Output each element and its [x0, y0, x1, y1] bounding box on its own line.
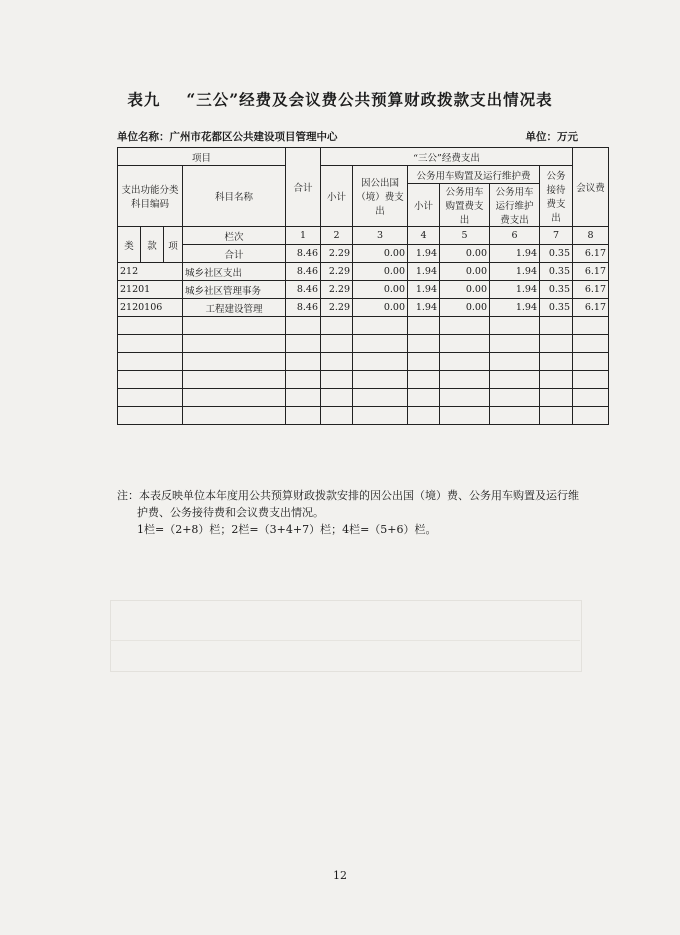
footnote — [117, 487, 597, 538]
col-num: 1 — [286, 227, 321, 245]
header-meeting: 会议费 — [573, 148, 609, 227]
header-car-subtotal: 小计 — [408, 184, 440, 227]
cell-value: 0.00 — [440, 263, 490, 281]
cell-value: 0.00 — [353, 299, 408, 317]
table-number: 表九 — [127, 90, 161, 109]
cell-value: 8.46 — [286, 245, 321, 263]
header-total: 合计 — [286, 148, 321, 227]
cell-value: 6.17 — [573, 245, 609, 263]
cell-value: 2.29 — [321, 245, 353, 263]
header-sangong: “三公”经费支出 — [321, 148, 573, 166]
header-abroad: 因公出国（境）费支出 — [353, 166, 408, 227]
footnote-line: 注：本表反映单位本年度用公共预算财政拨款安排的因公出国（境）费、公务用车购置及运行维 — [117, 489, 579, 502]
col-num: 7 — [540, 227, 573, 245]
header-car-group: 公务用车购置及运行维护费 — [408, 166, 540, 184]
header-reception: 公务接待费支出 — [540, 166, 573, 227]
row-name: 合计 — [183, 245, 286, 263]
cell-value: 0.35 — [540, 281, 573, 299]
row-name: 工程建设管理 — [183, 299, 286, 317]
col-num: 3 — [353, 227, 408, 245]
cell-value: 0.00 — [353, 263, 408, 281]
col-num: 8 — [573, 227, 609, 245]
col-num: 6 — [490, 227, 540, 245]
empty-row — [118, 407, 609, 425]
row-code: 212 — [118, 263, 183, 281]
table-row — [118, 263, 609, 281]
row-code: 21201 — [118, 281, 183, 299]
footnote-formula: 1栏=（2+8）栏；2栏=（3+4+7）栏；4栏=（5+6）栏。 — [137, 523, 437, 536]
header-subtotal: 小计 — [321, 166, 353, 227]
cell-value: 1.94 — [490, 263, 540, 281]
cell-value: 1.94 — [490, 245, 540, 263]
empty-row — [118, 317, 609, 335]
header-func-code: 支出功能分类科目编码 — [118, 166, 183, 227]
table-row — [118, 281, 609, 299]
cell-value: 6.17 — [573, 299, 609, 317]
cell-value: 1.94 — [408, 299, 440, 317]
bleed-through-lines — [110, 640, 580, 701]
cell-value: 2.29 — [321, 299, 353, 317]
col-num: 4 — [408, 227, 440, 245]
cell-value: 2.29 — [321, 281, 353, 299]
cell-value: 8.46 — [286, 263, 321, 281]
empty-row — [118, 389, 609, 407]
col-num: 2 — [321, 227, 353, 245]
organization-name: 单位名称：广州市花都区公共建设项目管理中心 — [117, 131, 338, 143]
header-subject-name: 科目名称 — [183, 166, 286, 227]
cell-value: 0.00 — [440, 245, 490, 263]
cell-value: 6.17 — [573, 281, 609, 299]
page-number: 12 — [333, 869, 347, 882]
row-name: 城乡社区支出 — [183, 263, 286, 281]
cell-value: 0.35 — [540, 263, 573, 281]
cell-value: 8.46 — [286, 299, 321, 317]
cell-value: 0.00 — [440, 299, 490, 317]
row-name: 城乡社区管理事务 — [183, 281, 286, 299]
table-row — [118, 299, 609, 317]
unit-line — [117, 129, 578, 144]
cell-value: 1.94 — [408, 281, 440, 299]
cell-value: 1.94 — [408, 245, 440, 263]
header-item: 项目 — [118, 148, 286, 166]
table-title-text: “三公”经费及会议费公共预算财政拨款支出情况表 — [186, 90, 553, 109]
cell-value: 0.35 — [540, 299, 573, 317]
header-kuan: 款 — [141, 227, 164, 263]
cell-value: 2.29 — [321, 263, 353, 281]
cell-value: 1.94 — [490, 281, 540, 299]
cell-value: 0.00 — [440, 281, 490, 299]
column-label: 栏次 — [183, 227, 286, 245]
header-xiang: 项 — [164, 227, 183, 263]
row-code: 2120106 — [118, 299, 183, 317]
cell-value: 0.00 — [353, 281, 408, 299]
expenditure-table — [117, 147, 609, 425]
currency-unit: 单位：万元 — [525, 131, 578, 143]
cell-value: 8.46 — [286, 281, 321, 299]
header-lei: 类 — [118, 227, 141, 263]
cell-value: 6.17 — [573, 263, 609, 281]
header-car-run: 公务用车运行维护费支出 — [490, 184, 540, 227]
cell-value: 1.94 — [490, 299, 540, 317]
col-num: 5 — [440, 227, 490, 245]
cell-value: 1.94 — [408, 263, 440, 281]
header-car-buy: 公务用车购置费支出 — [440, 184, 490, 227]
empty-row — [118, 335, 609, 353]
footnote-line: 护费、公务接待费和会议费支出情况。 — [137, 506, 324, 519]
empty-row — [118, 353, 609, 371]
empty-row — [118, 371, 609, 389]
cell-value: 0.35 — [540, 245, 573, 263]
page-title — [0, 88, 680, 110]
cell-value: 0.00 — [353, 245, 408, 263]
